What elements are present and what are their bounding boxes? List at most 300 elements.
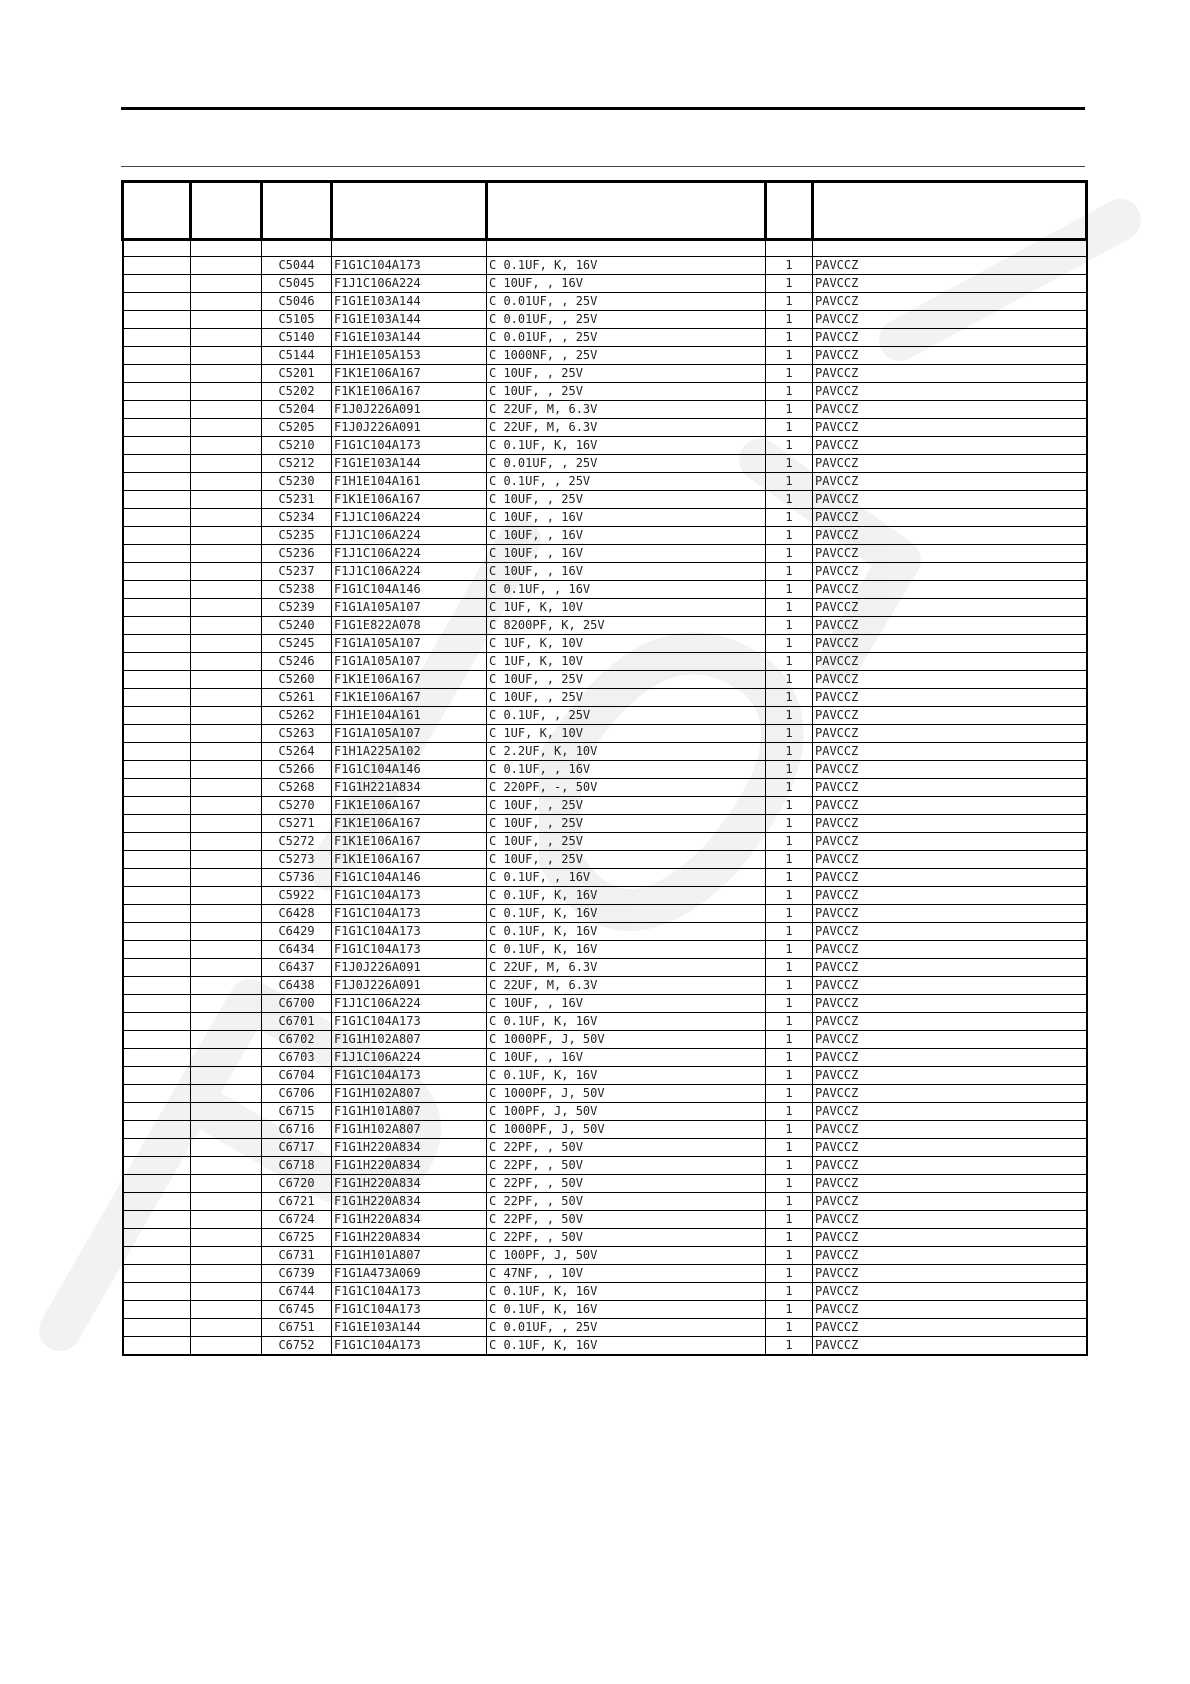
ref-no-cell: C5235: [262, 527, 332, 545]
table-row: [123, 527, 1087, 545]
table-row: [123, 707, 1087, 725]
remarks-cell: PAVCCZ: [813, 1193, 1087, 1211]
part-number-cell: F1G1H221A834: [332, 779, 487, 797]
table-row: [123, 653, 1087, 671]
part-number-cell: F1G1E103A144: [332, 1319, 487, 1337]
quantity-cell: 1: [766, 1229, 813, 1247]
row-blank-cell: [123, 1247, 191, 1265]
description-cell: C 10UF, , 25V: [487, 383, 766, 401]
part-number-cell: F1G1H220A834: [332, 1211, 487, 1229]
ref-no-cell: C5263: [262, 725, 332, 743]
part-number-cell: F1G1E822A078: [332, 617, 487, 635]
part-number-cell: F1H1E104A161: [332, 707, 487, 725]
ref-no-cell: C6429: [262, 923, 332, 941]
remarks-cell: PAVCCZ: [813, 977, 1087, 995]
table-body: [123, 240, 1087, 1356]
row-blank-cell: [123, 653, 191, 671]
row-blank-cell: [123, 707, 191, 725]
part-number-cell: F1G1H220A834: [332, 1229, 487, 1247]
ref-no-cell: C6434: [262, 941, 332, 959]
ref-no-cell: C6718: [262, 1157, 332, 1175]
row-blank-cell: [123, 491, 191, 509]
part-number-cell: F1K1E106A167: [332, 671, 487, 689]
ref-no-cell: C6720: [262, 1175, 332, 1193]
row-blank-cell: [123, 311, 191, 329]
remarks-cell: PAVCCZ: [813, 275, 1087, 293]
remarks-cell: PAVCCZ: [813, 995, 1087, 1013]
description-cell: C 0.01UF, , 25V: [487, 329, 766, 347]
quantity-cell: 1: [766, 1175, 813, 1193]
row-blank-cell: [123, 365, 191, 383]
row-blank-cell: [123, 797, 191, 815]
part-number-cell: F1G1H220A834: [332, 1175, 487, 1193]
quantity-cell: 1: [766, 689, 813, 707]
row-blank-cell: [191, 905, 262, 923]
row-blank-cell: [123, 635, 191, 653]
part-number-cell: F1G1C104A173: [332, 905, 487, 923]
part-number-cell: F1G1A105A107: [332, 599, 487, 617]
table-row: [123, 761, 1087, 779]
description-cell: C 0.01UF, , 25V: [487, 311, 766, 329]
description-cell: C 10UF, , 16V: [487, 563, 766, 581]
description-cell: C 100PF, J, 50V: [487, 1103, 766, 1121]
row-blank-cell: [191, 977, 262, 995]
description-cell: C 100PF, J, 50V: [487, 1247, 766, 1265]
row-blank-cell: [123, 779, 191, 797]
quantity-cell: 1: [766, 1211, 813, 1229]
quantity-cell: 1: [766, 833, 813, 851]
table-row: [123, 1049, 1087, 1067]
quantity-cell: 1: [766, 1049, 813, 1067]
part-number-cell: F1J1C106A224: [332, 275, 487, 293]
part-number-cell: F1G1C104A173: [332, 1013, 487, 1031]
row-blank-cell: [123, 545, 191, 563]
remarks-cell: PAVCCZ: [813, 1337, 1087, 1356]
description-cell: C 10UF, , 25V: [487, 689, 766, 707]
quantity-cell: 1: [766, 1139, 813, 1157]
parts-list-table: [121, 180, 1088, 1356]
quantity-cell: 1: [766, 563, 813, 581]
remarks-cell: PAVCCZ: [813, 743, 1087, 761]
remarks-cell: PAVCCZ: [813, 923, 1087, 941]
row-blank-cell: [191, 815, 262, 833]
row-blank-cell: [191, 1067, 262, 1085]
part-number-cell: F1H1E105A153: [332, 347, 487, 365]
description-cell: C 22PF, , 50V: [487, 1157, 766, 1175]
row-blank-cell: [123, 833, 191, 851]
quantity-cell: 1: [766, 635, 813, 653]
table-row: [123, 365, 1087, 383]
quantity-cell: 1: [766, 581, 813, 599]
row-blank-cell: [191, 1031, 262, 1049]
description-cell: C 10UF, , 16V: [487, 545, 766, 563]
row-blank-cell: [123, 383, 191, 401]
description-cell: C 0.1UF, , 16V: [487, 869, 766, 887]
table-row: [123, 1103, 1087, 1121]
description-cell: C 22PF, , 50V: [487, 1211, 766, 1229]
description-cell: C 10UF, , 25V: [487, 815, 766, 833]
row-blank-cell: [191, 653, 262, 671]
description-cell: C 0.1UF, , 25V: [487, 707, 766, 725]
ref-no-cell: C6438: [262, 977, 332, 995]
quantity-cell: 1: [766, 869, 813, 887]
part-number-cell: F1J1C106A224: [332, 563, 487, 581]
remarks-cell: PAVCCZ: [813, 581, 1087, 599]
row-blank-cell: [123, 959, 191, 977]
ref-no-cell: C5237: [262, 563, 332, 581]
remarks-cell: PAVCCZ: [813, 1157, 1087, 1175]
remarks-cell: PAVCCZ: [813, 653, 1087, 671]
quantity-cell: 1: [766, 329, 813, 347]
ref-no-cell: C6428: [262, 905, 332, 923]
row-blank-cell: [191, 1175, 262, 1193]
quantity-cell: 1: [766, 1265, 813, 1283]
remarks-cell: PAVCCZ: [813, 1265, 1087, 1283]
ref-no-cell: C5240: [262, 617, 332, 635]
table-row: [123, 257, 1087, 275]
remarks-cell: PAVCCZ: [813, 797, 1087, 815]
row-blank-cell: [191, 491, 262, 509]
description-cell: C 2.2UF, K, 10V: [487, 743, 766, 761]
table-row: [123, 1157, 1087, 1175]
remarks-cell: PAVCCZ: [813, 1247, 1087, 1265]
row-blank-cell: [123, 509, 191, 527]
remarks-cell: PAVCCZ: [813, 1319, 1087, 1337]
row-blank-cell: [123, 1031, 191, 1049]
table-row: [123, 401, 1087, 419]
remarks-cell: PAVCCZ: [813, 905, 1087, 923]
description-cell: C 8200PF, K, 25V: [487, 617, 766, 635]
part-number-cell: F1G1C104A173: [332, 923, 487, 941]
quantity-cell: 1: [766, 419, 813, 437]
table-row: [123, 437, 1087, 455]
part-number-cell: F1G1H220A834: [332, 1157, 487, 1175]
row-blank-cell: [191, 635, 262, 653]
description-cell: C 0.1UF, , 25V: [487, 473, 766, 491]
remarks-cell: PAVCCZ: [813, 635, 1087, 653]
ref-no-cell: C5230: [262, 473, 332, 491]
table-row: [123, 743, 1087, 761]
description-cell: C 22UF, M, 6.3V: [487, 401, 766, 419]
remarks-cell: PAVCCZ: [813, 833, 1087, 851]
remarks-cell: PAVCCZ: [813, 1301, 1087, 1319]
remarks-cell: PAVCCZ: [813, 401, 1087, 419]
quantity-cell: 1: [766, 257, 813, 275]
remarks-cell: PAVCCZ: [813, 761, 1087, 779]
part-number-cell: F1J1C106A224: [332, 545, 487, 563]
description-cell: C 1UF, K, 10V: [487, 725, 766, 743]
description-cell: C 0.1UF, K, 16V: [487, 1301, 766, 1319]
ref-no-cell: C5105: [262, 311, 332, 329]
quantity-cell: 1: [766, 995, 813, 1013]
row-blank-cell: [191, 923, 262, 941]
column-header-2: [191, 182, 262, 240]
row-blank-cell: [191, 257, 262, 275]
description-cell: C 10UF, , 16V: [487, 527, 766, 545]
part-number-cell: F1G1A105A107: [332, 635, 487, 653]
description-cell: C 0.1UF, K, 16V: [487, 905, 766, 923]
description-cell: C 0.1UF, K, 16V: [487, 1283, 766, 1301]
row-blank-cell: [123, 977, 191, 995]
description-cell: C 1UF, K, 10V: [487, 653, 766, 671]
quantity-cell: 1: [766, 1067, 813, 1085]
row-blank-cell: [191, 1103, 262, 1121]
row-blank-cell: [123, 599, 191, 617]
description-cell: C 0.1UF, K, 16V: [487, 887, 766, 905]
row-blank-cell: [123, 725, 191, 743]
row-blank-cell: [191, 1121, 262, 1139]
row-blank-cell: [123, 869, 191, 887]
row-blank-cell: [191, 671, 262, 689]
part-number-cell: F1G1A105A107: [332, 653, 487, 671]
remarks-cell: PAVCCZ: [813, 1013, 1087, 1031]
row-blank-cell: [123, 743, 191, 761]
row-blank-cell: [123, 923, 191, 941]
row-blank-cell: [123, 401, 191, 419]
ref-no-cell: C6752: [262, 1337, 332, 1356]
row-blank-cell: [191, 707, 262, 725]
row-blank-cell: [123, 257, 191, 275]
description-cell: C 10UF, , 25V: [487, 671, 766, 689]
row-blank-cell: [123, 347, 191, 365]
table-row: [123, 1265, 1087, 1283]
table-row: [123, 1229, 1087, 1247]
column-header-description: [487, 182, 766, 240]
table-row: [123, 941, 1087, 959]
description-cell: C 47NF, , 10V: [487, 1265, 766, 1283]
part-number-cell: F1G1H101A807: [332, 1247, 487, 1265]
ref-no-cell: C5201: [262, 365, 332, 383]
quantity-cell: 1: [766, 491, 813, 509]
quantity-cell: 1: [766, 977, 813, 995]
part-number-cell: F1K1E106A167: [332, 491, 487, 509]
row-blank-cell: [191, 1229, 262, 1247]
description-cell: C 10UF, , 16V: [487, 1049, 766, 1067]
remarks-cell: PAVCCZ: [813, 599, 1087, 617]
ref-no-cell: C5044: [262, 257, 332, 275]
row-blank-cell: [191, 473, 262, 491]
row-blank-cell: [123, 1193, 191, 1211]
ref-no-cell: C6751: [262, 1319, 332, 1337]
part-number-cell: F1K1E106A167: [332, 689, 487, 707]
remarks-cell: PAVCCZ: [813, 779, 1087, 797]
description-cell: C 22UF, M, 6.3V: [487, 419, 766, 437]
row-blank-cell: [191, 1283, 262, 1301]
quantity-cell: 1: [766, 761, 813, 779]
ref-no-cell: C5266: [262, 761, 332, 779]
description-cell: C 1000PF, J, 50V: [487, 1031, 766, 1049]
row-blank-cell: [191, 401, 262, 419]
part-number-cell: F1K1E106A167: [332, 851, 487, 869]
table-row: [123, 509, 1087, 527]
quantity-cell: 1: [766, 1031, 813, 1049]
part-number-cell: F1G1C104A173: [332, 941, 487, 959]
description-cell: C 220PF, -, 50V: [487, 779, 766, 797]
table-row: [123, 797, 1087, 815]
row-blank-cell: [191, 311, 262, 329]
quantity-cell: 1: [766, 545, 813, 563]
remarks-cell: PAVCCZ: [813, 815, 1087, 833]
row-blank-cell: [191, 959, 262, 977]
ref-no-cell: C6702: [262, 1031, 332, 1049]
table-row: [123, 887, 1087, 905]
ref-no-cell: C6731: [262, 1247, 332, 1265]
ref-no-cell: C5204: [262, 401, 332, 419]
ref-no-cell: C5202: [262, 383, 332, 401]
part-number-cell: F1G1C104A173: [332, 1337, 487, 1356]
part-number-cell: F1J1C106A224: [332, 995, 487, 1013]
remarks-cell: PAVCCZ: [813, 617, 1087, 635]
table-row: [123, 491, 1087, 509]
description-cell: C 0.1UF, K, 16V: [487, 941, 766, 959]
part-number-cell: F1J1C106A224: [332, 527, 487, 545]
row-blank-cell: [123, 437, 191, 455]
row-blank-cell: [191, 1337, 262, 1356]
row-blank-cell: [191, 1193, 262, 1211]
quantity-cell: 1: [766, 365, 813, 383]
row-blank-cell: [123, 905, 191, 923]
description-cell: C 10UF, , 16V: [487, 509, 766, 527]
ref-no-cell: C5262: [262, 707, 332, 725]
row-blank-cell: [191, 851, 262, 869]
ref-no-cell: C5922: [262, 887, 332, 905]
part-number-cell: F1J0J226A091: [332, 401, 487, 419]
part-number-cell: F1G1H102A807: [332, 1085, 487, 1103]
remarks-cell: PAVCCZ: [813, 1175, 1087, 1193]
part-number-cell: F1G1H101A807: [332, 1103, 487, 1121]
description-cell: C 0.1UF, K, 16V: [487, 1067, 766, 1085]
remarks-cell: PAVCCZ: [813, 437, 1087, 455]
ref-no-cell: C5239: [262, 599, 332, 617]
part-number-cell: F1G1C104A146: [332, 761, 487, 779]
row-blank-cell: [123, 1049, 191, 1067]
row-blank-cell: [123, 1121, 191, 1139]
ref-no-cell: C5140: [262, 329, 332, 347]
quantity-cell: 1: [766, 1283, 813, 1301]
quantity-cell: 1: [766, 599, 813, 617]
remarks-cell: PAVCCZ: [813, 293, 1087, 311]
row-blank-cell: [191, 1211, 262, 1229]
ref-no-cell: C5261: [262, 689, 332, 707]
part-number-cell: F1G1C104A173: [332, 1283, 487, 1301]
remarks-cell: PAVCCZ: [813, 1229, 1087, 1247]
description-cell: C 22UF, M, 6.3V: [487, 977, 766, 995]
part-number-cell: F1H1E104A161: [332, 473, 487, 491]
table-row: [123, 725, 1087, 743]
ref-no-cell: C6703: [262, 1049, 332, 1067]
row-blank-cell: [191, 455, 262, 473]
table-spacer-row: [123, 240, 1087, 257]
row-blank-cell: [123, 761, 191, 779]
row-blank-cell: [191, 365, 262, 383]
table-row: [123, 347, 1087, 365]
remarks-cell: PAVCCZ: [813, 311, 1087, 329]
remarks-cell: PAVCCZ: [813, 347, 1087, 365]
column-header-part-no: [332, 182, 487, 240]
description-cell: C 0.1UF, K, 16V: [487, 1337, 766, 1356]
row-blank-cell: [123, 455, 191, 473]
remarks-cell: PAVCCZ: [813, 491, 1087, 509]
quantity-cell: 1: [766, 527, 813, 545]
description-cell: C 1000PF, J, 50V: [487, 1085, 766, 1103]
remarks-cell: PAVCCZ: [813, 419, 1087, 437]
row-blank-cell: [123, 1301, 191, 1319]
row-blank-cell: [123, 473, 191, 491]
remarks-cell: PAVCCZ: [813, 887, 1087, 905]
quantity-cell: 1: [766, 383, 813, 401]
table-row: [123, 599, 1087, 617]
quantity-cell: 1: [766, 455, 813, 473]
table-row: [123, 1193, 1087, 1211]
top-rule: [121, 107, 1085, 110]
ref-no-cell: C6716: [262, 1121, 332, 1139]
row-blank-cell: [123, 1175, 191, 1193]
description-cell: C 0.01UF, , 25V: [487, 293, 766, 311]
table-row: [123, 1121, 1087, 1139]
ref-no-cell: C5238: [262, 581, 332, 599]
row-blank-cell: [123, 941, 191, 959]
ref-no-cell: C6701: [262, 1013, 332, 1031]
row-blank-cell: [191, 779, 262, 797]
row-blank-cell: [123, 1139, 191, 1157]
row-blank-cell: [123, 293, 191, 311]
table-row: [123, 1301, 1087, 1319]
part-number-cell: F1K1E106A167: [332, 833, 487, 851]
ref-no-cell: C5268: [262, 779, 332, 797]
quantity-cell: 1: [766, 797, 813, 815]
part-number-cell: F1G1C104A146: [332, 869, 487, 887]
description-cell: C 1000PF, J, 50V: [487, 1121, 766, 1139]
row-blank-cell: [191, 545, 262, 563]
part-number-cell: F1G1C104A173: [332, 437, 487, 455]
part-number-cell: F1G1C104A173: [332, 1301, 487, 1319]
quantity-cell: 1: [766, 437, 813, 455]
remarks-cell: PAVCCZ: [813, 509, 1087, 527]
ref-no-cell: C5736: [262, 869, 332, 887]
remarks-cell: PAVCCZ: [813, 473, 1087, 491]
remarks-cell: PAVCCZ: [813, 545, 1087, 563]
row-blank-cell: [191, 1049, 262, 1067]
row-blank-cell: [191, 743, 262, 761]
part-number-cell: F1J0J226A091: [332, 959, 487, 977]
quantity-cell: 1: [766, 293, 813, 311]
row-blank-cell: [191, 1013, 262, 1031]
row-blank-cell: [191, 1301, 262, 1319]
row-blank-cell: [123, 1103, 191, 1121]
row-blank-cell: [123, 419, 191, 437]
quantity-cell: 1: [766, 653, 813, 671]
remarks-cell: PAVCCZ: [813, 869, 1087, 887]
table-row: [123, 1211, 1087, 1229]
row-blank-cell: [123, 1319, 191, 1337]
part-number-cell: F1G1H102A807: [332, 1031, 487, 1049]
row-blank-cell: [123, 581, 191, 599]
remarks-cell: PAVCCZ: [813, 725, 1087, 743]
description-cell: C 0.1UF, , 16V: [487, 581, 766, 599]
remarks-cell: PAVCCZ: [813, 671, 1087, 689]
quantity-cell: 1: [766, 779, 813, 797]
quantity-cell: 1: [766, 347, 813, 365]
row-blank-cell: [191, 347, 262, 365]
row-blank-cell: [191, 887, 262, 905]
table-row: [123, 635, 1087, 653]
description-cell: C 0.1UF, K, 16V: [487, 257, 766, 275]
remarks-cell: PAVCCZ: [813, 707, 1087, 725]
description-cell: C 0.1UF, K, 16V: [487, 437, 766, 455]
row-blank-cell: [123, 617, 191, 635]
description-cell: C 22UF, M, 6.3V: [487, 959, 766, 977]
table-row: [123, 1247, 1087, 1265]
